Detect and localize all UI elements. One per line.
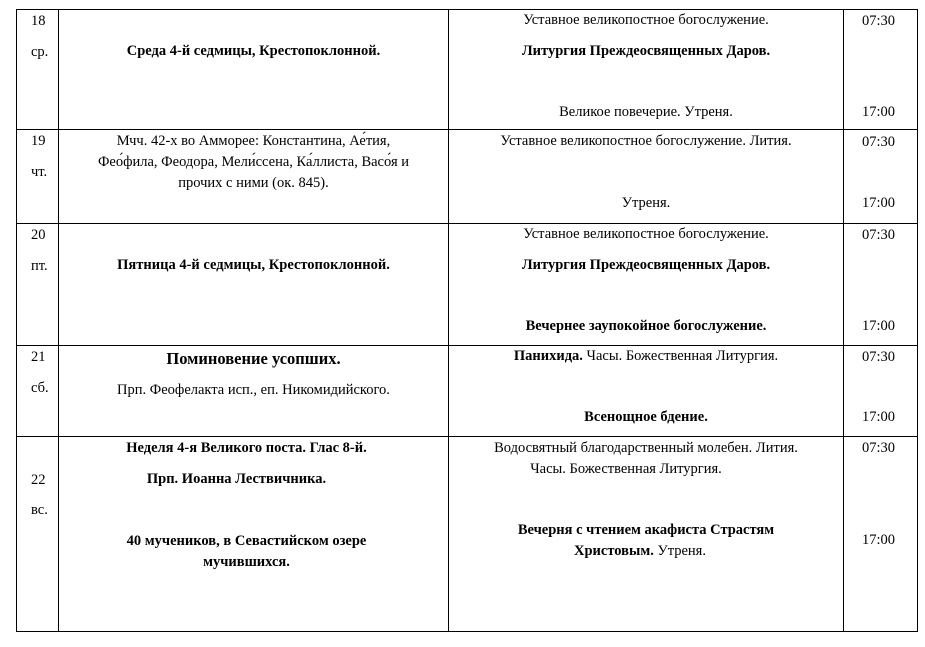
- feast-cell: [59, 130, 449, 224]
- feast-cell: [59, 224, 449, 346]
- date-cell: [17, 10, 59, 130]
- service-morning: Водосвятный благодарственный молебен. Лития.: [494, 440, 798, 456]
- service-morning: Уставное великопостное богослужение.: [523, 12, 769, 28]
- time-cell: [844, 346, 918, 437]
- feast-line: мучившихся.: [203, 554, 290, 570]
- service-evening-2: [441, 541, 839, 562]
- service-rest: Утреня.: [653, 543, 706, 559]
- weekday: сб.: [31, 380, 49, 396]
- time-morning: 07:30: [862, 349, 896, 365]
- feast-title: Поминовение усопших.: [166, 349, 341, 368]
- time-morning: 07:30: [862, 227, 896, 243]
- weekday: вс.: [31, 502, 48, 518]
- table-row: [17, 437, 918, 632]
- weekday: пт.: [31, 258, 48, 274]
- feast-title: Неделя 4-я Великого поста. Глас 8-й.: [126, 440, 367, 456]
- feast-line: Фео́фила, Феодора, Мели́ссена, Ка́ллиста, Васо́я и: [97, 154, 410, 170]
- service-bold: Панихида.: [513, 348, 583, 364]
- table-row: [17, 130, 918, 224]
- feast-line: прочих с ними (ок. 845).: [178, 175, 329, 191]
- date-cell: [17, 130, 59, 224]
- service-rest: Часы. Божественная Литургия.: [582, 348, 779, 364]
- service-morning-2: Часы. Божественная Литургия.: [530, 461, 722, 477]
- service-morning: [453, 346, 839, 367]
- table-row: [17, 10, 918, 130]
- time-morning: 07:30: [862, 13, 896, 29]
- service-cell: [449, 130, 844, 224]
- service-evening: Всенощное бдение.: [584, 409, 708, 425]
- feast-title: Пятница 4-й седмицы, Крестопоклонной.: [117, 257, 390, 273]
- table-row: [17, 224, 918, 346]
- service-evening: Вечерня с чтением акафиста Страстям: [517, 522, 775, 538]
- feast-saint: Прп. Иоанна Лествичника.: [146, 471, 327, 487]
- time-evening: 17:00: [862, 409, 896, 425]
- service-evening: Вечернее заупокойное богослужение.: [525, 318, 767, 334]
- time-cell: [844, 10, 918, 130]
- time-cell: [844, 437, 918, 632]
- time-morning: 07:30: [862, 440, 896, 456]
- feast-title: Среда 4-й седмицы, Крестопоклонной.: [126, 43, 381, 59]
- service-bold: Христовым.: [574, 543, 654, 559]
- time-cell: [844, 130, 918, 224]
- service-liturgy: Литургия Преждеосвященных Даров.: [521, 257, 771, 273]
- time-evening: 17:00: [862, 195, 896, 211]
- day-number: 21: [31, 349, 46, 365]
- service-cell: [449, 437, 844, 632]
- feast-cell: [59, 346, 449, 437]
- weekday: ср.: [31, 44, 49, 60]
- time-evening: 17:00: [862, 104, 896, 120]
- feast-cell: [59, 437, 449, 632]
- table-row: [17, 346, 918, 437]
- weekday: чт.: [31, 164, 48, 180]
- service-cell: [449, 224, 844, 346]
- service-evening: Утреня.: [621, 195, 671, 211]
- service-cell: [449, 10, 844, 130]
- feast-line: Прп. Феофелакта исп., еп. Никомидийского.: [117, 382, 390, 398]
- time-cell: [844, 224, 918, 346]
- day-number: 19: [31, 133, 46, 149]
- feast-line: Мчч. 42-х во Амморее: Константина, Ае́тия,: [116, 133, 391, 149]
- time-evening: 17:00: [862, 532, 896, 548]
- time-morning: 07:30: [862, 134, 896, 150]
- day-number: 18: [31, 13, 46, 29]
- service-liturgy: Литургия Преждеосвященных Даров.: [521, 43, 771, 59]
- time-evening: 17:00: [862, 318, 896, 334]
- schedule-table: [16, 9, 918, 632]
- date-cell: [17, 224, 59, 346]
- day-number: 20: [31, 227, 46, 243]
- day-number: 22: [31, 472, 46, 488]
- service-morning: Уставное великопостное богослужение.: [523, 226, 769, 242]
- feast-cell: [59, 10, 449, 130]
- service-morning: Уставное великопостное богослужение. Лития.: [500, 133, 792, 149]
- service-cell: [449, 346, 844, 437]
- date-cell: [17, 346, 59, 437]
- service-evening: Великое повечерие. Утреня.: [559, 104, 733, 120]
- feast-line: 40 мучеников, в Севастийском озере: [126, 533, 367, 549]
